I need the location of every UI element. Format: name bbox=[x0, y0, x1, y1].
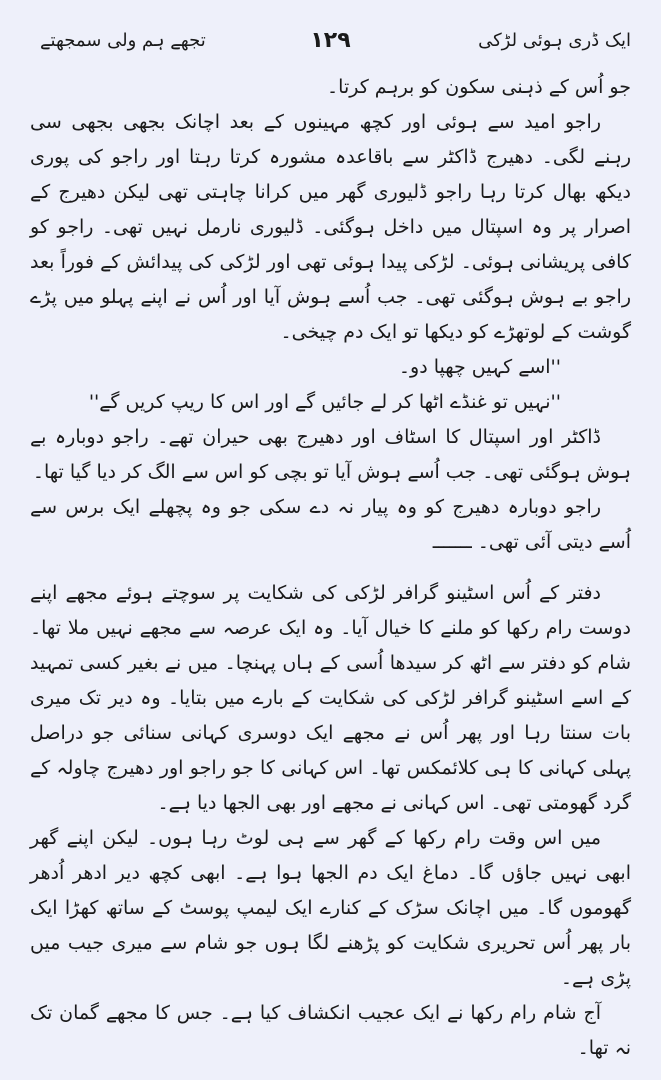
section-break bbox=[30, 560, 631, 576]
paragraph: راجو دوبارہ دھیرج کو وہ پیار نہ دے سکی جو وہ پچھلے ایک برس سے اُسے دیتی آئی تھی۔ ـــــــ bbox=[30, 496, 631, 553]
dialogue-line: ''نہیں تو غنڈے اٹھا کر لے جائیں گے اور اس کا ریپ کریں گے'' bbox=[88, 391, 561, 413]
page-body bbox=[30, 70, 631, 1066]
book-title: ایک ڈری ہوئی لڑکی bbox=[478, 30, 631, 51]
page-number: ۱۲۹ bbox=[310, 28, 351, 53]
chapter-title: تجھے ہم ولی سمجھتے bbox=[40, 30, 206, 51]
paragraph: دفتر کے اُس اسٹینو گرافر لڑکی کی شکایت پر سوچتے ہوئے مجھے اپنے دوست رام رکھا کو ملنے کا خیال آیا۔ وہ ایک عرصہ سے مجھے نہیں ملا تھا۔ شام کو دفتر سے اٹھ کر سیدھا اُسی کے ہاں پہنچا۔ میں نے بغیر کسی تمہید کے اسے اسٹینو گرافر لڑکی کی شکایت کے بارے میں بتایا۔ وہ دیر تک میری بات سنتا رہا اور پھر اُس نے مجھے ایک دوسری کہانی سنائی جو دراصل پہلی کہانی کا ہی کلائمکس تھا۔ اس کہانی کا جو راجو اور دھیرج چاولہ کے گرد گھومتی تھی۔ اس کہانی نے مجھے اور بھی الجھا دیا ہے۔ bbox=[30, 582, 631, 814]
paragraph: ڈاکٹر اور اسپتال کا اسٹاف اور دھیرج بھی حیران تھے۔ راجو دوبارہ بے ہوش ہوگئی تھی۔ جب اُسے ہوش آیا تو بچی کو اس سے الگ کر دیا گیا تھا۔ bbox=[30, 426, 631, 483]
paragraph: آج شام رام رکھا نے ایک عجیب انکشاف کیا ہے۔ جس کا مجھے گمان تک نہ تھا۔ bbox=[30, 1002, 631, 1059]
paragraph: میں اس وقت رام رکھا کے گھر سے ہی لوٹ رہا ہوں۔ لیکن اپنے گھر ابھی نہیں جاؤں گا۔ دماغ ایک دم الجھا ہوا ہے۔ ابھی کچھ دیر ادھر اُدھر گھوموں گا۔ میں اچانک سڑک کے کنارے ایک لیمپ پوسٹ کے ساتھ کھڑا ایک بار پھر اُس تحریری شکایت کو پڑھنے لگا ہوں جو شام سے میری جیب میں پڑی ہے۔ bbox=[30, 827, 631, 989]
dialogue-line: ''اسے کہیں چھپا دو۔ bbox=[398, 356, 561, 378]
paragraph: جو اُس کے ذہنی سکون کو برہم کرتا۔ bbox=[327, 76, 631, 98]
paragraph: راجو امید سے ہوئی اور کچھ مہینوں کے بعد اچانک بجھی بجھی سی رہنے لگی۔ دھیرج ڈاکٹر سے باقاعدہ مشورہ کرتا رہتا اور راجو کی پوری دیکھ بھال کرتا رہا راجو ڈلیوری گھر میں کرانا چاہتی تھی لیکن دھیرج کے اصرار پر وہ اسپتال میں داخل ہوگئی۔ ڈلیوری نارمل نہیں تھی۔ راجو کو کافی پریشانی ہوئی۔ لڑکی پیدا ہوئی تھی اور لڑکی کی پیدائش کے فوراً بعد راجو بے ہوش ہوگئی تھی۔ جب اُسے ہوش آیا اور اُس نے اپنے پہلو میں پڑے گوشت کے لوتھڑے کو دیکھا تو ایک دم چیخی۔ bbox=[30, 111, 631, 343]
page-header bbox=[30, 30, 631, 70]
